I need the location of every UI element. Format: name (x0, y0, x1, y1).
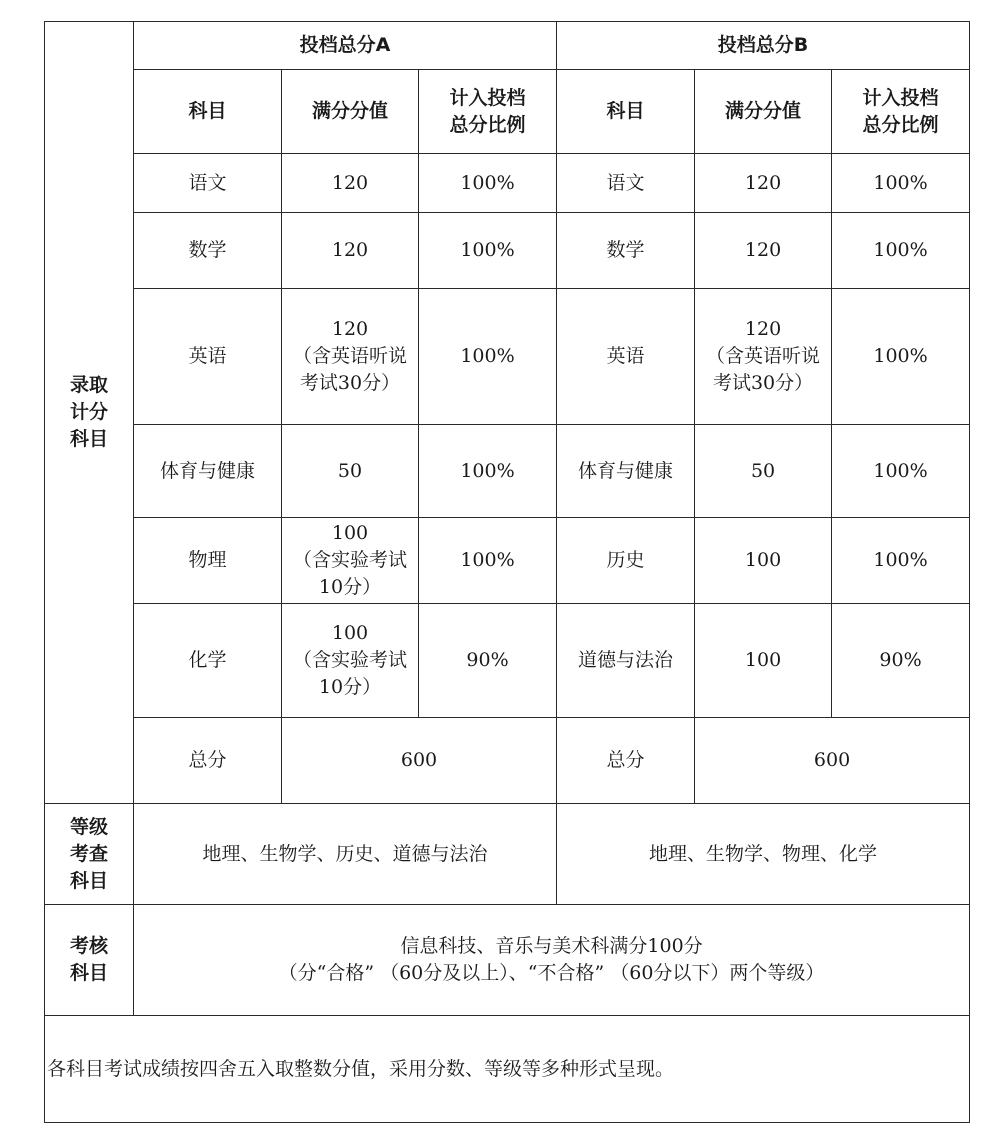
header-row-columns (45, 70, 970, 154)
group-b-header: 投档总分B (557, 22, 970, 70)
ratio-b-cell: 100% (832, 518, 970, 604)
table-row (45, 154, 970, 213)
subject-a-cell: 英语 (134, 289, 282, 425)
subject-a-cell: 数学 (134, 213, 282, 289)
score-a-cell: 100 （含实验考试 10分） (282, 604, 419, 718)
subject-a-cell: 体育与健康 (134, 425, 282, 518)
col-ratio-a: 计入投档 总分比例 (419, 70, 557, 154)
col-subject-a: 科目 (134, 70, 282, 154)
table-row (45, 289, 970, 425)
ratio-b-cell: 90% (832, 604, 970, 718)
score-b-cell: 50 (695, 425, 832, 518)
table-row (45, 213, 970, 289)
ratio-a-cell: 100% (419, 425, 557, 518)
ratio-b-cell: 100% (832, 213, 970, 289)
col-ratio-b: 计入投档 总分比例 (832, 70, 970, 154)
score-b-cell: 100 (695, 604, 832, 718)
col-subject-b: 科目 (557, 70, 695, 154)
score-table (44, 21, 970, 1123)
grade-subjects-b: 地理、生物学、物理、化学 (557, 804, 970, 905)
subject-b-cell: 语文 (557, 154, 695, 213)
score-a-cell: 100 （含实验考试 10分） (282, 518, 419, 604)
subject-b-cell: 英语 (557, 289, 695, 425)
assess-subjects-text: 信息科技、音乐与美术科满分100分 （分“合格” （60分及以上）、“不合格” （60分以下）两个等级） (134, 905, 970, 1016)
grade-subjects-a: 地理、生物学、历史、道德与法治 (134, 804, 557, 905)
col-full-score-b: 满分分值 (695, 70, 832, 154)
table-row (45, 518, 970, 604)
score-b-cell: 120 (695, 213, 832, 289)
subject-b-cell: 道德与法治 (557, 604, 695, 718)
total-label-b: 总分 (557, 718, 695, 804)
total-label-a: 总分 (134, 718, 282, 804)
grade-subjects-label: 等级 考查 科目 (45, 804, 134, 905)
group-a-header: 投档总分A (134, 22, 557, 70)
admission-subjects-label: 录取 计分 科目 (45, 22, 134, 804)
score-b-cell: 120 （含英语听说 考试30分） (695, 289, 832, 425)
grade-subjects-row (45, 804, 970, 905)
header-row-groups (45, 22, 970, 70)
total-value-b: 600 (695, 718, 970, 804)
ratio-b-cell: 100% (832, 154, 970, 213)
score-a-cell: 120 （含英语听说 考试30分） (282, 289, 419, 425)
ratio-a-cell: 100% (419, 154, 557, 213)
ratio-b-cell: 100% (832, 425, 970, 518)
subject-b-cell: 历史 (557, 518, 695, 604)
score-b-cell: 120 (695, 154, 832, 213)
assess-subjects-label: 考核 科目 (45, 905, 134, 1016)
ratio-a-cell: 100% (419, 518, 557, 604)
subject-b-cell: 体育与健康 (557, 425, 695, 518)
total-row (45, 718, 970, 804)
ratio-a-cell: 100% (419, 213, 557, 289)
assess-subjects-row (45, 905, 970, 1016)
ratio-a-cell: 90% (419, 604, 557, 718)
score-a-cell: 120 (282, 154, 419, 213)
subject-a-cell: 物理 (134, 518, 282, 604)
ratio-a-cell: 100% (419, 289, 557, 425)
table-row (45, 604, 970, 718)
score-b-cell: 100 (695, 518, 832, 604)
ratio-b-cell: 100% (832, 289, 970, 425)
subject-b-cell: 数学 (557, 213, 695, 289)
score-a-cell: 120 (282, 213, 419, 289)
subject-a-cell: 语文 (134, 154, 282, 213)
footnote-text: 各科目考试成绩按四舍五入取整数分值，采用分数、等级等多种形式呈现。 (45, 1016, 970, 1123)
footnote-row (45, 1016, 970, 1123)
score-a-cell: 50 (282, 425, 419, 518)
subject-a-cell: 化学 (134, 604, 282, 718)
total-value-a: 600 (282, 718, 557, 804)
table-row (45, 425, 970, 518)
col-full-score-a: 满分分值 (282, 70, 419, 154)
